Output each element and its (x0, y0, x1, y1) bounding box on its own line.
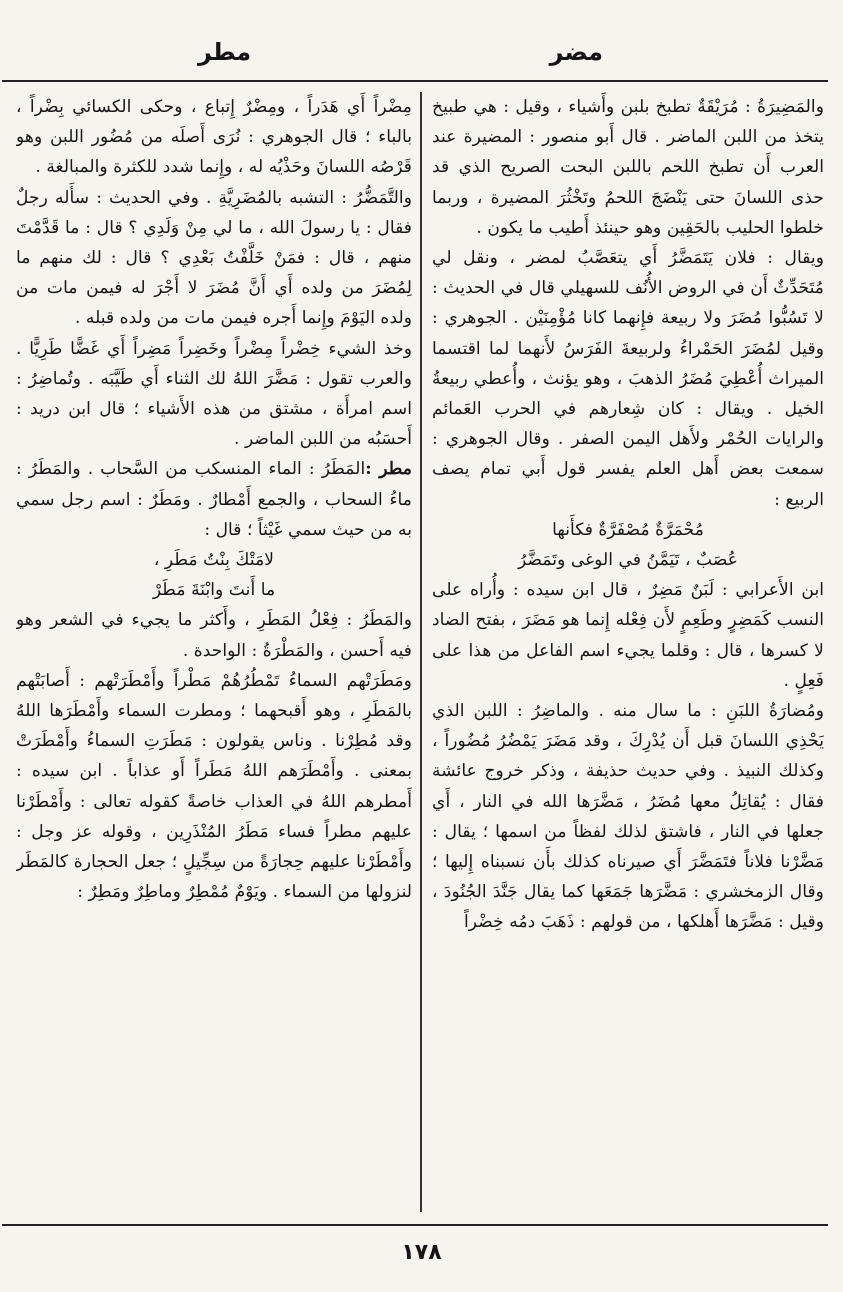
paragraph: مِضْراً أَي هَدَراً ، ومِضْرٌ إِتباع ، وحكى الكسائي بِضْراً ، بالباء ؛ قال الجوهري : نُرَى أَصلَه من مُضُور اللبن وهو قَرْصُه اللسانَ وحَذْيُه له ، وإِنما شدد للكثرة والمبالغة . (16, 97, 412, 178)
column-divider (420, 92, 422, 1212)
header-rule (2, 80, 828, 82)
entry-headword: مطر : (365, 459, 412, 480)
paragraph: والتَّمَضُّرُ : التشبه بالمُضَرِيَّةِ . وفي الحديث : سأَله رجلٌ فقال : يا رسولَ الله ، ما لي مِنْ وَلَدِي ؟ قال : ما قَدَّمْتَ منهم ، قال : فمَنْ خَلَّفْتُ بَعْدِي ؟ قال : لك منهم ما لِمُضَرَ من ولده أَي أَنَّ مُضَرَ لا أَجْرَ له فيمن مات من ولده اليَوْمَ وإِنما أَجره فيمن مات من ولده قبله . (16, 187, 412, 329)
paragraph: والمَطَرُ : فِعْلُ المَطَرِ ، وأَكثر ما يجيء في الشعر وهو فيه أَحسن ، والمَطْرَةُ : الواحدة . (16, 610, 412, 661)
paragraph: ومُضارَةُ اللبَنِ : ما سال منه . والماضِرُ : اللبن الذي يَحْذِي اللسانَ قبل أَن يُدْرِكَ ، وقد مَضَرَ يَمْضُرُ مُضُوراً ، وكذلك النبيذ . وفي حديث حذيفة ، وذكر خروج عائشة فقال : يُقاتِلُ معها مُضَرُ ، مَضَّرَها الله في النار ، أَي جعلها في النار ، فاشتق لذلك لفظاً من اسمها ؛ يقال : مَضَّرْنا فلاناً فتَمَضَّرَ أَي صيرناه كذلك بأَن نسبناه إِليها ؛ وقال الزمخشري : مَضَّرَها جَمَعَها كما يقال جَنَّدَ الجُنُودَ ، وقيل : مَضَّرَها أَهلكها ، من قولهم : ذَهَبَ دمُه خِضْراً (432, 701, 824, 933)
right-column (432, 92, 824, 1217)
running-head-right: مضر (549, 38, 603, 66)
running-head-left: مطر (198, 38, 252, 66)
paragraph: وخذ الشيء خِضْراً مِضْراً وخَضِراً مَضِراً أَي غَضًّا طَرِيًّا . والعرب تقول : مَضَّرَ اللهُ لك الثناء أَي طَيَّبَه . وتُماضِرُ : اسم امرأَة ، مشتق من هذه الأَشياء ؛ قال ابن دريد : أَحسَبُه من اللبن الماضر . (16, 338, 412, 450)
paragraph: ومَطَرَتْهم السماءُ تَمْطُرُهُمْ مَطْراً وأَمْطَرَتْهم : أَصابَتْهم بالمَطَرِ ، وهو أَقبحهما ؛ ومطرت السماء وأَمْطَرَها اللهُ وقد مُطِرْنا . وناس يقولون : مَطَرَتِ السماءُ وأَمْطَرَتْ بمعنى . وأَمْطَرَهم اللهُ مَطَراً أَو عذاباً . ابن سيده : أَمطرهم اللهُ في العذاب خاصةً كقوله تعالى : وأَمْطَرْنا عليهم مطراً فساء مَطَرُ المُنْذَرِين ، وقوله عز وجل : وأَمْطَرْنا عليهم حِجارَةً من سِجِّيلٍ ؛ جعل الحجارة كالمَطَر لنزولها من السماء . ويَوْمٌ مُمْطِرٌ وماطِرٌ ومَطِرٌ : (16, 670, 412, 903)
paragraph: والمَضِيرَةُ : مُرَيْقَةٌ تطبخ بلبن وأَشياء ، وقيل : هي طبيخ يتخذ من اللبن الماضر . قال أَبو منصور : المضيرة عند العرب أَن تطبخ اللحم باللبن البحت الصريح الذي قد حذى اللسانَ حتى يَنْضَجَ اللحمُ وتَخْثُرَ المضيرة ، وربما خلطوا الحليب بالحَقِين وهو حينئذ أَطيب ما يكون . (432, 97, 824, 238)
entry-paragraph (16, 454, 412, 545)
paragraph: ويقال : فلان يَتَمَضَّرُ أَي يتعَصَّبُ لمضر ، ونقل لي مُتَحَدِّثٌ أَن في الروض الأُنُف للسهيلي قال في الحديث : لا تَسُبُّوا مُضَرَ ولا ربيعة فإِنهما كانا مُؤْمِنَيْن . الجوهري : وقيل لمُضَرَ الحَمْراءُ ولربيعةَ الفَرَسُ لأَنهما لما اقتسما الميراث أُعْطِيَ مُضَرُ الذهبَ ، وهو يؤنث ، وأُعطي ربيعةُ الخيل . ويقال : كان شِعارهم في الحرب العَمائم والرايات الحُمْر ولأَهل اليمن الصفر . وقال الجوهري : سمعت بعض أَهل العلم يفسر قول أَبي تمام يصف الربيع : (432, 248, 824, 510)
verse-line: عُصَبٌ ، تَيَمَّنُ في الوغى وتَمَضَّرُ (517, 550, 739, 571)
footer-rule (2, 1224, 828, 1226)
verse-line: ما أَنتَ وابْنَةَ مَطَرْ (152, 580, 276, 601)
entry-text: المَطَرُ : الماء المنسكب من السَّحاب . والمَطَرُ : ماءُ السحاب ، والجمع أَمْطارٌ . ومَطَرٌ : اسم رجل سمي به من حيث سمي غَيْثاً ؛ قال : (16, 459, 412, 540)
verse-line: لامَتْكَ بِنْتُ مَطَرِ ، (153, 550, 275, 571)
paragraph: ابن الأَعرابي : لَبَنٌ مَضِرٌ ، قال ابن سيده : وأُراه على النسب كَمَضِرٍ وطَعِمٍ لأَن فِعْله إِنما هو مَضَرَ ، بفتح الضاد لا كسرها ، قال : وقلما يجيء اسم الفاعل من هذا على فَعِلٍ . (432, 580, 824, 691)
left-column (16, 92, 412, 1217)
verse-line: مُحْمَرَّةٌ مُصْفَرَّةٌ فكأَنها (552, 519, 704, 540)
page-number: ١٧٨ (401, 1240, 442, 1265)
